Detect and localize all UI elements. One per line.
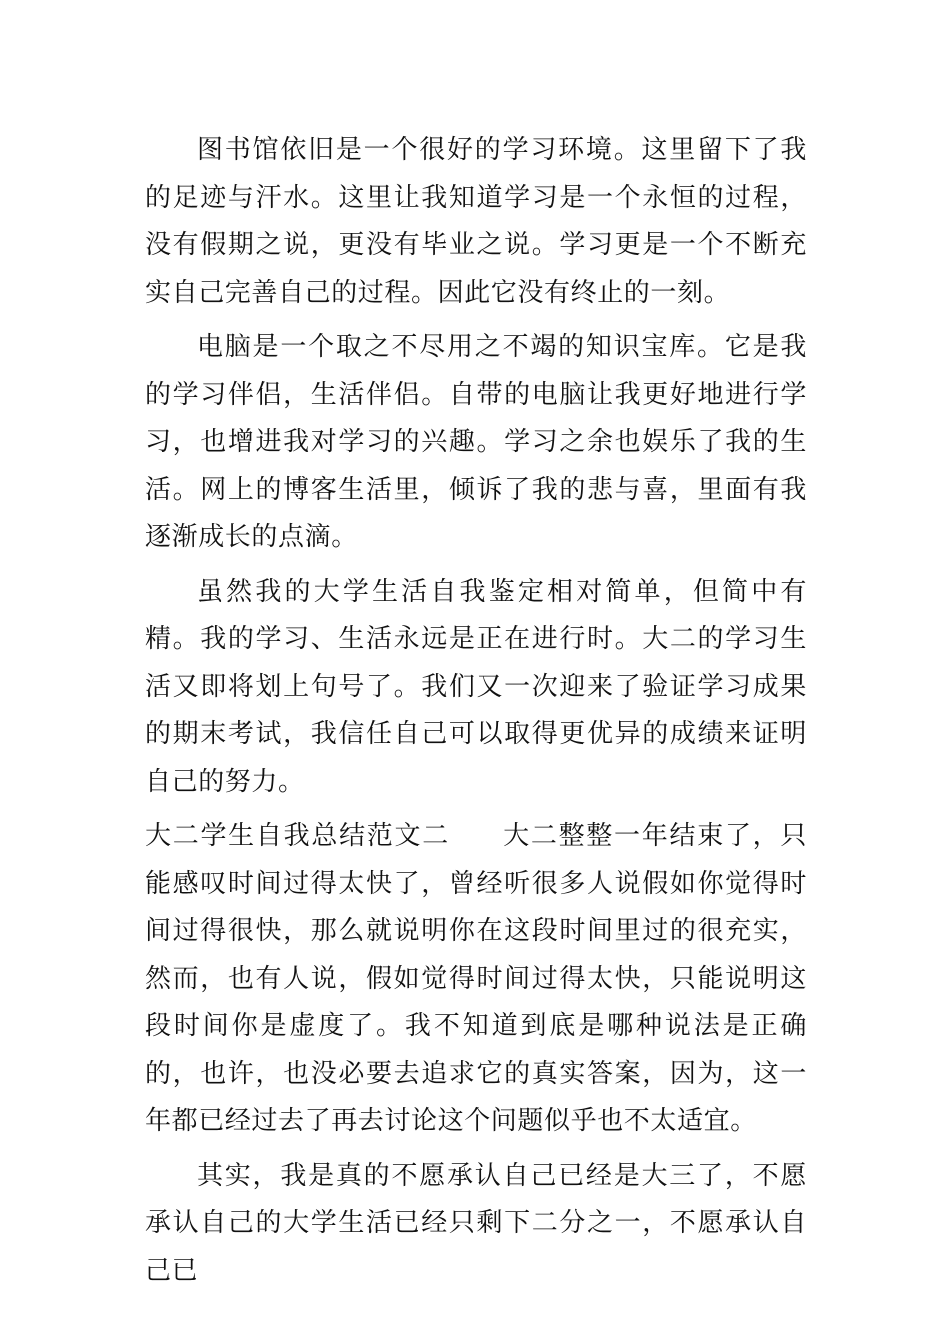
paragraph-reluctance: 其实，我是真的不愿承认自己已经是大三了，不愿承认自己的大学生活已经只剩下二分之一，不愿承认自己已	[145, 1160, 807, 1286]
section-first-paragraph: 大二整整一年结束了，只能感叹时间过得太快了，曾经听很多人说假如你觉得时间过得很快，那么就说明你在这段时间里过的很充实，然而，也有人说，假如觉得时间过得太快，只能说明这段时间你是虚度了。我不知道到底是哪种说法是正确的，也许，也没必要去追求它的真实答案，因为，这一年都已经过去了再去讨论这个问题似乎也不太适宜。	[145, 821, 807, 1136]
document-body	[145, 127, 807, 1302]
paragraph-section-two	[145, 813, 807, 1146]
section-heading: 大二学生自我总结范文二	[145, 821, 450, 851]
paragraph-library: 图书馆依旧是一个很好的学习环境。这里留下了我的足迹与汗水。这里让我知道学习是一个永恒的过程，没有假期之说，更没有毕业之说。学习更是一个不断充实自己完善自己的过程。因此它没有终止的一刻。	[145, 135, 807, 308]
paragraph-computer: 电脑是一个取之不尽用之不竭的知识宝库。它是我的学习伴侣，生活伴侣。自带的电脑让我更好地进行学习，也增进我对学习的兴趣。学习之余也娱乐了我的生活。网上的博客生活里，倾诉了我的悲与喜，里面有我逐渐成长的点滴。	[145, 332, 807, 552]
paragraph-self-assessment: 虽然我的大学生活自我鉴定相对简单，但简中有精。我的学习、生活永远是正在进行时。大二的学习生活又即将划上句号了。我们又一次迎来了验证学习成果的期末考试，我信任自己可以取得更优异的成绩来证明自己的努力。	[145, 576, 807, 797]
